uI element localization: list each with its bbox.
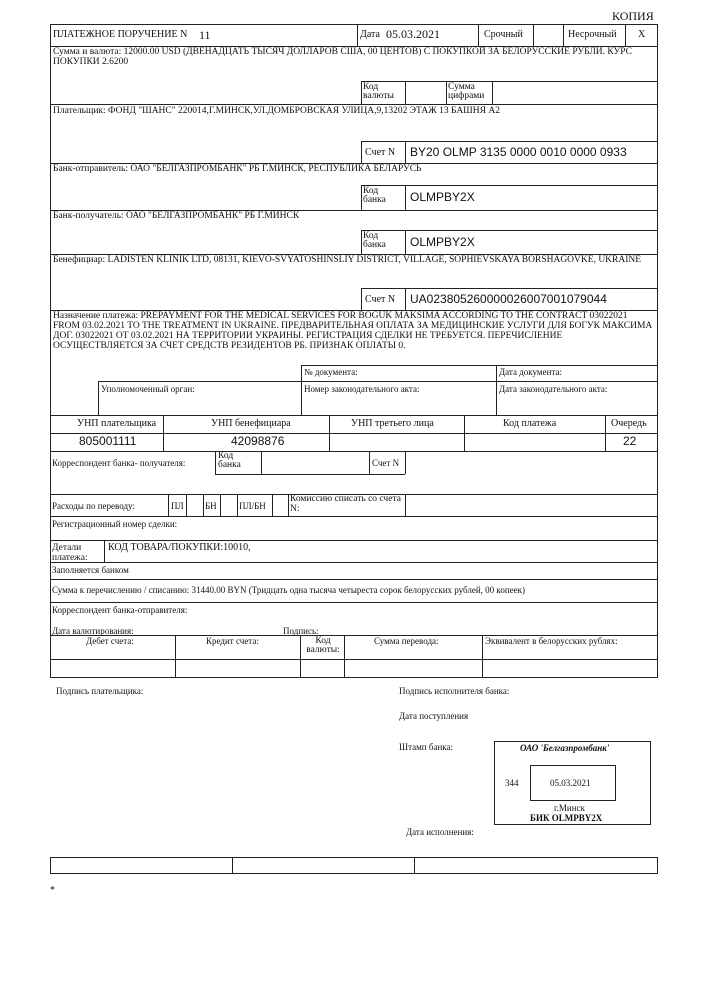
payer-account: BY20 OLMP 3135 0000 0010 0000 0933: [410, 145, 627, 159]
corr-code-label: Код банка: [218, 451, 241, 470]
corr-account-label: Счет N: [372, 458, 400, 468]
stamp-label: Штамп банка:: [399, 742, 453, 752]
date-label: Дата: [360, 29, 380, 40]
beneficiary-text: Бенефициар: LADISTEN KLINIK LTD, 08131, KIEVO-SVYATOSHINSLIY DISTRICT, VILLAGE, SOPHIEVSKAYA BORSHAGOVKE, UKRAINE: [53, 255, 642, 265]
unp-payer: 805001111: [79, 434, 137, 448]
received-date-label: Дата поступления: [399, 711, 469, 721]
nonurgent-label: Несрочный: [568, 29, 617, 40]
payment-code-label: Код платежа: [503, 418, 557, 429]
credit-label: Кредит счета:: [206, 636, 259, 646]
footnote-mark: *: [50, 885, 55, 896]
debit-label: Дебет счета:: [86, 636, 134, 646]
correspondent-sender-label: Корреспондент банка-отправителя:: [52, 605, 188, 615]
executor-signature-label: Подпись исполнителя банка:: [399, 686, 510, 696]
doc-date-label: Дата документа:: [499, 367, 562, 377]
stamp-date: 05.03.2021: [550, 778, 591, 788]
currency-code-label: Код валюты: [363, 82, 394, 101]
sign-label: Подпись:: [283, 626, 319, 636]
unp-beneficiary-label: УНП бенефициара: [211, 418, 291, 429]
correspondent-receiver-label: Корреспондент банка- получателя:: [52, 458, 186, 468]
details-value: КОД ТОВАРА/ПОКУПКИ:10010,: [108, 542, 251, 553]
transfer-amount-label: Сумма перевода:: [374, 636, 439, 646]
transfer-sum: Сумма к перечислению / списанию: 31440.00 BYN (Тридцать одна тысяча четыреста сорок белорусских рублей, 00 копеек): [52, 585, 526, 595]
fee-option-plbn: ПЛ/БН: [239, 501, 266, 511]
unp-beneficiary: 42098876: [231, 434, 285, 448]
sender-bank-code-label: Код банка: [363, 186, 386, 205]
law-number-label: Номер законодательного акта:: [304, 384, 420, 394]
order-number: 11: [199, 28, 211, 42]
value-date-label: Дата валютирования:: [52, 626, 134, 636]
receiver-bank-code: OLMPBY2X: [410, 235, 475, 249]
receiver-bank-text: Банк-получатель: ОАО "БЕЛГАЗПРОМБАНК" РБ Г.МИНСК: [53, 211, 300, 221]
payer-signature-label: Подпись плательщика:: [56, 686, 144, 696]
amount-text: Сумма и валюта: 12000.00 USD (ДВЕНАДЦАТЬ ТЫСЯЧ ДОЛЛАРОВ США, 00 ЦЕНТОВ) С ПОКУПКОЙ ЗА БЕЛОРУССКИЕ РУБЛИ. КУРС ПОКУПКИ 2.6200: [53, 47, 632, 67]
fee-option-bn: БН: [205, 501, 217, 511]
law-date-label: Дата законодательного акта:: [499, 384, 608, 394]
reg-number-label: Регистрационный номер сделки:: [52, 519, 178, 529]
purpose-text: Назначение платежа: PREPAYMENT FOR THE MEDICAL SERVICES FOR BOGUK MAKSIMA ACCORDING TO THE CONTRACT 03022021 FROM 03.02.2021 TO THE TREATMENT IN UKRAINE. ПРЕДВАРИТЕЛЬНАЯ ОПЛАТА ЗА МЕДИЦИНСКИЕ УСЛУГИ ДЛЯ БОГУК МАКСИМА ДОГ. 03022021 ОТ 03.02.2021 НА ТЕРРИТОРИИ УКРАИНЫ. РЕГИСТРАЦИЯ СДЕЛКИ НЕ ТРЕБУЕТСЯ. ПЕРЕЧИСЛЕНИЕ ОСУЩЕСТВЛЯЕТСЯ ЗА СЧЕТ СРЕДСТВ РЕЗИДЕНТОВ РБ. ПРИЗНАК ОПЛАТЫ 0.: [53, 311, 653, 351]
fees-label: Расходы по переводу:: [52, 501, 135, 511]
unp-payer-label: УНП плательщика: [77, 418, 157, 429]
queue-value: 22: [623, 434, 637, 448]
stamp-bic: БИК OLMPBY2X: [530, 813, 603, 823]
payer-account-label: Счет N: [365, 147, 396, 158]
copy-label: КОПИЯ: [612, 9, 654, 23]
bottom-empty-table: [50, 857, 658, 874]
stamp-number: 344: [505, 778, 519, 788]
title-prefix: ПЛАТЕЖНОЕ ПОРУЧЕНИЕ N: [53, 29, 188, 40]
currency-label: Код валюты:: [306, 636, 340, 655]
doc-number-label: № документа:: [304, 367, 358, 377]
order-date: 05.03.2021: [386, 27, 440, 41]
stamp-city: г.Минск: [554, 803, 585, 813]
execution-date-label: Дата исполнения:: [406, 827, 474, 837]
sum-digits-label: Сумма цифрами: [448, 82, 485, 101]
receiver-bank-code-label: Код банка: [363, 231, 386, 250]
urgent-label: Срочный: [484, 29, 523, 40]
fee-option-pl: ПЛ: [171, 501, 184, 511]
commission-label: Комиссию списать со счета N:: [290, 494, 401, 514]
details-label: Детали платежа:: [52, 543, 88, 563]
nonurgent-mark: X: [638, 29, 646, 40]
bank-fill-label: Заполняется банком: [52, 565, 129, 575]
unp-third-label: УНП третьего лица: [351, 418, 434, 429]
payer-text: Плательщик: ФОНД "ШАНС" 220014,Г.МИНСК,УЛ.ДОМБРОВСКАЯ УЛИЦА,9,13202 ЭТАЖ 13 БАШНЯ А2: [53, 106, 500, 116]
queue-label: Очередь: [611, 418, 647, 429]
authority-label: Уполномоченный орган:: [101, 384, 195, 394]
equivalent-label: Эквивалент в белорусских рублях:: [485, 636, 618, 646]
sender-bank-text: Банк-отправитель: ОАО "БЕЛГАЗПРОМБАНК" РБ Г.МИНСК, РЕСПУБЛИКА БЕЛАРУСЬ: [53, 164, 422, 174]
stamp-bank-name: ОАО 'Белгазпромбанк': [520, 743, 610, 753]
beneficiary-account-label: Счет N: [365, 294, 396, 305]
beneficiary-account: UA023805260000026007001079044: [410, 292, 607, 306]
sender-bank-code: OLMPBY2X: [410, 190, 475, 204]
